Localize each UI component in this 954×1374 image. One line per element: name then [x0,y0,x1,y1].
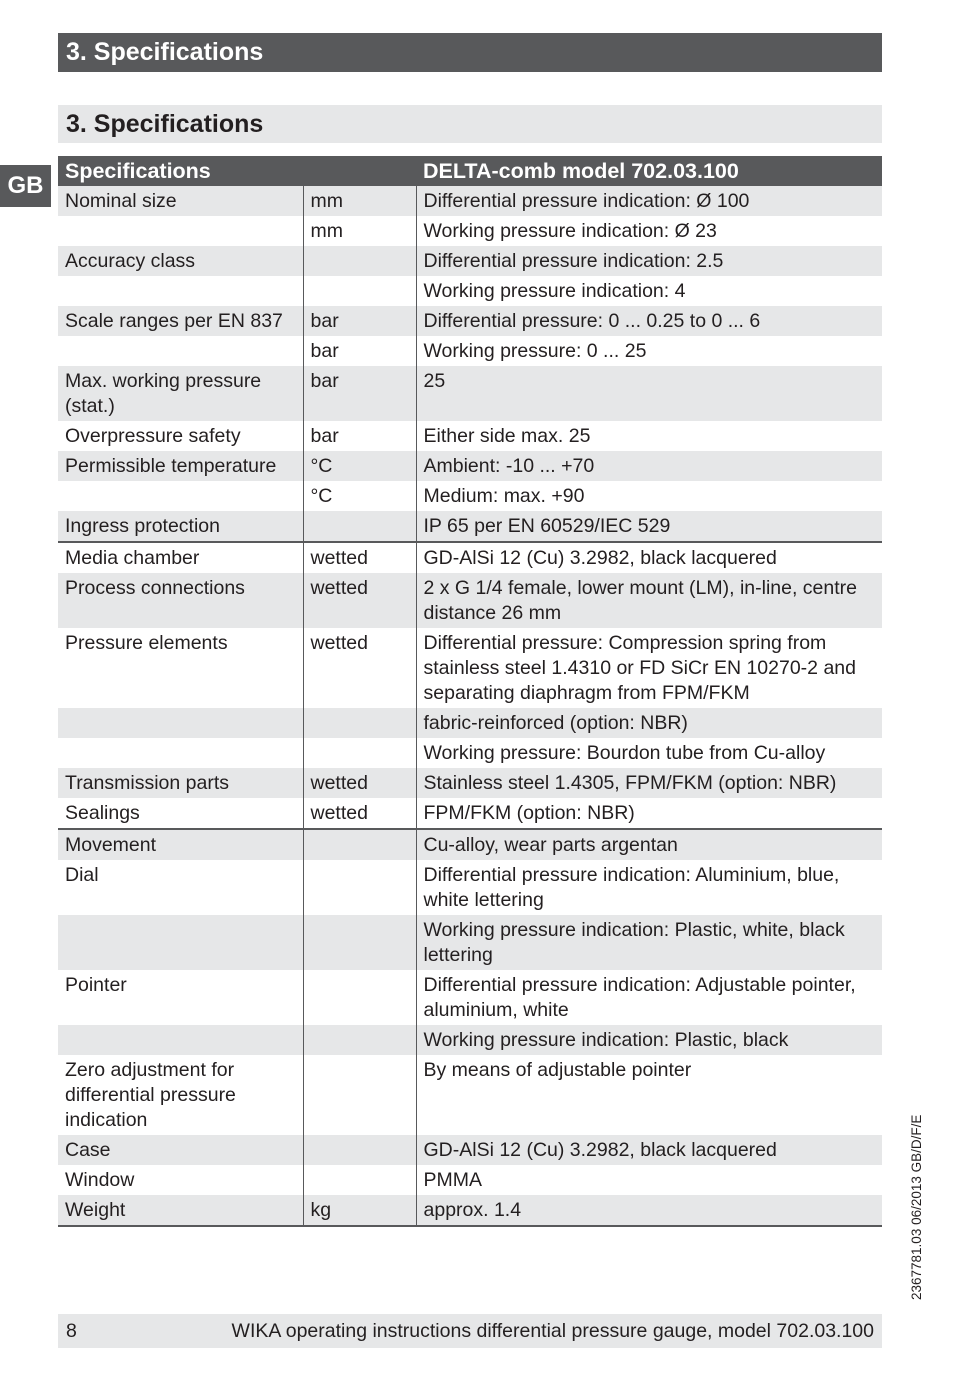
row-value: Either side max. 25 [416,421,882,451]
row-value: Differential pressure: Compression spring from stainless steel 1.4310 or FD SiCr EN 10270-2 and separating diaphragm from FPM/FKM [416,628,882,708]
row-value: By means of adjustable pointer [416,1055,882,1135]
row-value: Stainless steel 1.4305, FPM/FKM (option: NBR) [416,768,882,798]
table-row [58,768,882,798]
row-unit [303,708,416,738]
row-label [58,276,303,306]
row-unit: bar [303,306,416,336]
row-unit: mm [303,216,416,246]
row-label: Ingress protection [58,511,303,542]
row-label [58,1025,303,1055]
language-tab: GB [0,165,51,207]
row-unit: °C [303,481,416,511]
table-row [58,276,882,306]
row-label [58,738,303,768]
table-row [58,970,882,1025]
row-label: Weight [58,1195,303,1226]
table-row [58,1055,882,1135]
table-row [58,336,882,366]
table-row [58,798,882,829]
row-unit: mm [303,186,416,216]
row-value: Differential pressure indication: Aluminium, blue, white lettering [416,860,882,915]
table-row [58,628,882,708]
row-value: PMMA [416,1165,882,1195]
table-row [58,738,882,768]
table-row [58,829,882,860]
row-value: 25 [416,366,882,421]
row-label: Pointer [65,974,127,996]
row-value: IP 65 per EN 60529/IEC 529 [416,511,882,542]
row-unit [303,738,416,768]
row-unit [303,1025,416,1055]
table-row [58,216,882,246]
row-unit: bar [303,421,416,451]
table-row [58,1025,882,1055]
column-header-model: DELTA-comb model 702.03.100 [416,156,882,186]
row-value: Working pressure indication: Plastic, white, black lettering [416,915,882,970]
page-number: 8 [66,1320,77,1342]
footer-title: WIKA operating instructions differential pressure gauge, model 702.03.100 [231,1320,874,1342]
row-value: Cu-alloy, wear parts argentan [416,829,882,860]
row-label [58,915,303,970]
row-value: Working pressure indication: 4 [416,276,882,306]
row-unit [303,276,416,306]
row-unit [303,860,416,915]
table-row [58,186,882,216]
table-row [58,1165,882,1195]
table-row [58,1195,882,1226]
row-value: Differential pressure indication: Adjustable pointer, aluminium, white [416,970,882,1025]
row-unit [303,1055,416,1135]
row-label: Max. working pressure (stat.) [58,366,303,421]
row-label: Window [65,1169,135,1191]
row-label: Dial [65,864,99,886]
row-value: Ambient: -10 ... +70 [416,451,882,481]
document-code: 2367781.03 06/2013 GB/D/F/E [909,1114,924,1300]
table-row [58,1135,882,1165]
row-value: fabric-reinforced (option: NBR) [416,708,882,738]
row-value: Medium: max. +90 [416,481,882,511]
row-label: Overpressure safety [65,425,241,447]
row-unit [303,915,416,970]
row-value: Differential pressure indication: 2.5 [416,246,882,276]
row-label: Zero adjustment for differential pressure indication [65,1059,236,1131]
row-label: Sealings [65,802,140,824]
row-unit: wetted [303,573,416,628]
row-unit: bar [303,336,416,366]
table-row [58,511,882,542]
row-unit: wetted [303,542,416,573]
row-unit [303,829,416,860]
row-value: GD-AlSi 12 (Cu) 3.2982, black lacquered [416,542,882,573]
row-label: Permissible temperature [58,451,303,481]
table-row [58,708,882,738]
row-value: Differential pressure: 0 ... 0.25 to 0 ... 6 [416,306,882,336]
table-row [58,306,882,336]
row-label: Pressure elements [65,632,228,654]
footer-bar [58,1314,882,1348]
row-value: Differential pressure indication: Ø 100 [416,186,882,216]
table-header-row [58,156,882,186]
specifications-table [58,156,882,1227]
row-unit [303,246,416,276]
row-unit [303,1135,416,1165]
row-label: Scale ranges per EN 837 [58,306,303,336]
row-value: 2 x G 1/4 female, lower mount (LM), in-line, centre distance 26 mm [416,573,882,628]
section-heading: 3. Specifications [58,105,882,143]
row-label [58,708,303,738]
row-value: Working pressure: Bourdon tube from Cu-alloy [416,738,882,768]
row-unit: wetted [303,628,416,708]
row-value: Working pressure indication: Ø 23 [416,216,882,246]
row-label: Nominal size [58,186,303,216]
row-unit: wetted [303,798,416,829]
table-row [58,366,882,421]
table-row [58,915,882,970]
row-unit: °C [303,451,416,481]
row-unit: bar [303,366,416,421]
table-row [58,542,882,573]
row-label: Transmission parts [58,768,303,798]
row-value: Working pressure indication: Plastic, black [416,1025,882,1055]
table-row [58,860,882,915]
row-value: FPM/FKM (option: NBR) [416,798,882,829]
table-row [58,421,882,451]
row-unit [303,1165,416,1195]
row-label: Accuracy class [58,246,303,276]
table-row [58,573,882,628]
row-value: approx. 1.4 [416,1195,882,1226]
row-label [58,336,303,366]
row-value: Working pressure: 0 ... 25 [416,336,882,366]
row-value: GD-AlSi 12 (Cu) 3.2982, black lacquered [416,1135,882,1165]
row-label: Process connections [58,573,303,628]
row-label: Case [58,1135,303,1165]
row-label [58,216,303,246]
row-label: Media chamber [58,542,303,573]
row-unit: kg [303,1195,416,1226]
table-body [58,186,882,1226]
row-label: Movement [58,829,303,860]
column-header-unit [303,156,416,186]
table-row [58,451,882,481]
header-bar: 3. Specifications [58,33,882,72]
row-unit [303,970,416,1025]
table-row [58,246,882,276]
table-row [58,481,882,511]
column-header-specifications: Specifications [58,156,303,186]
row-unit: wetted [303,768,416,798]
row-unit [303,511,416,542]
row-label [58,481,303,511]
